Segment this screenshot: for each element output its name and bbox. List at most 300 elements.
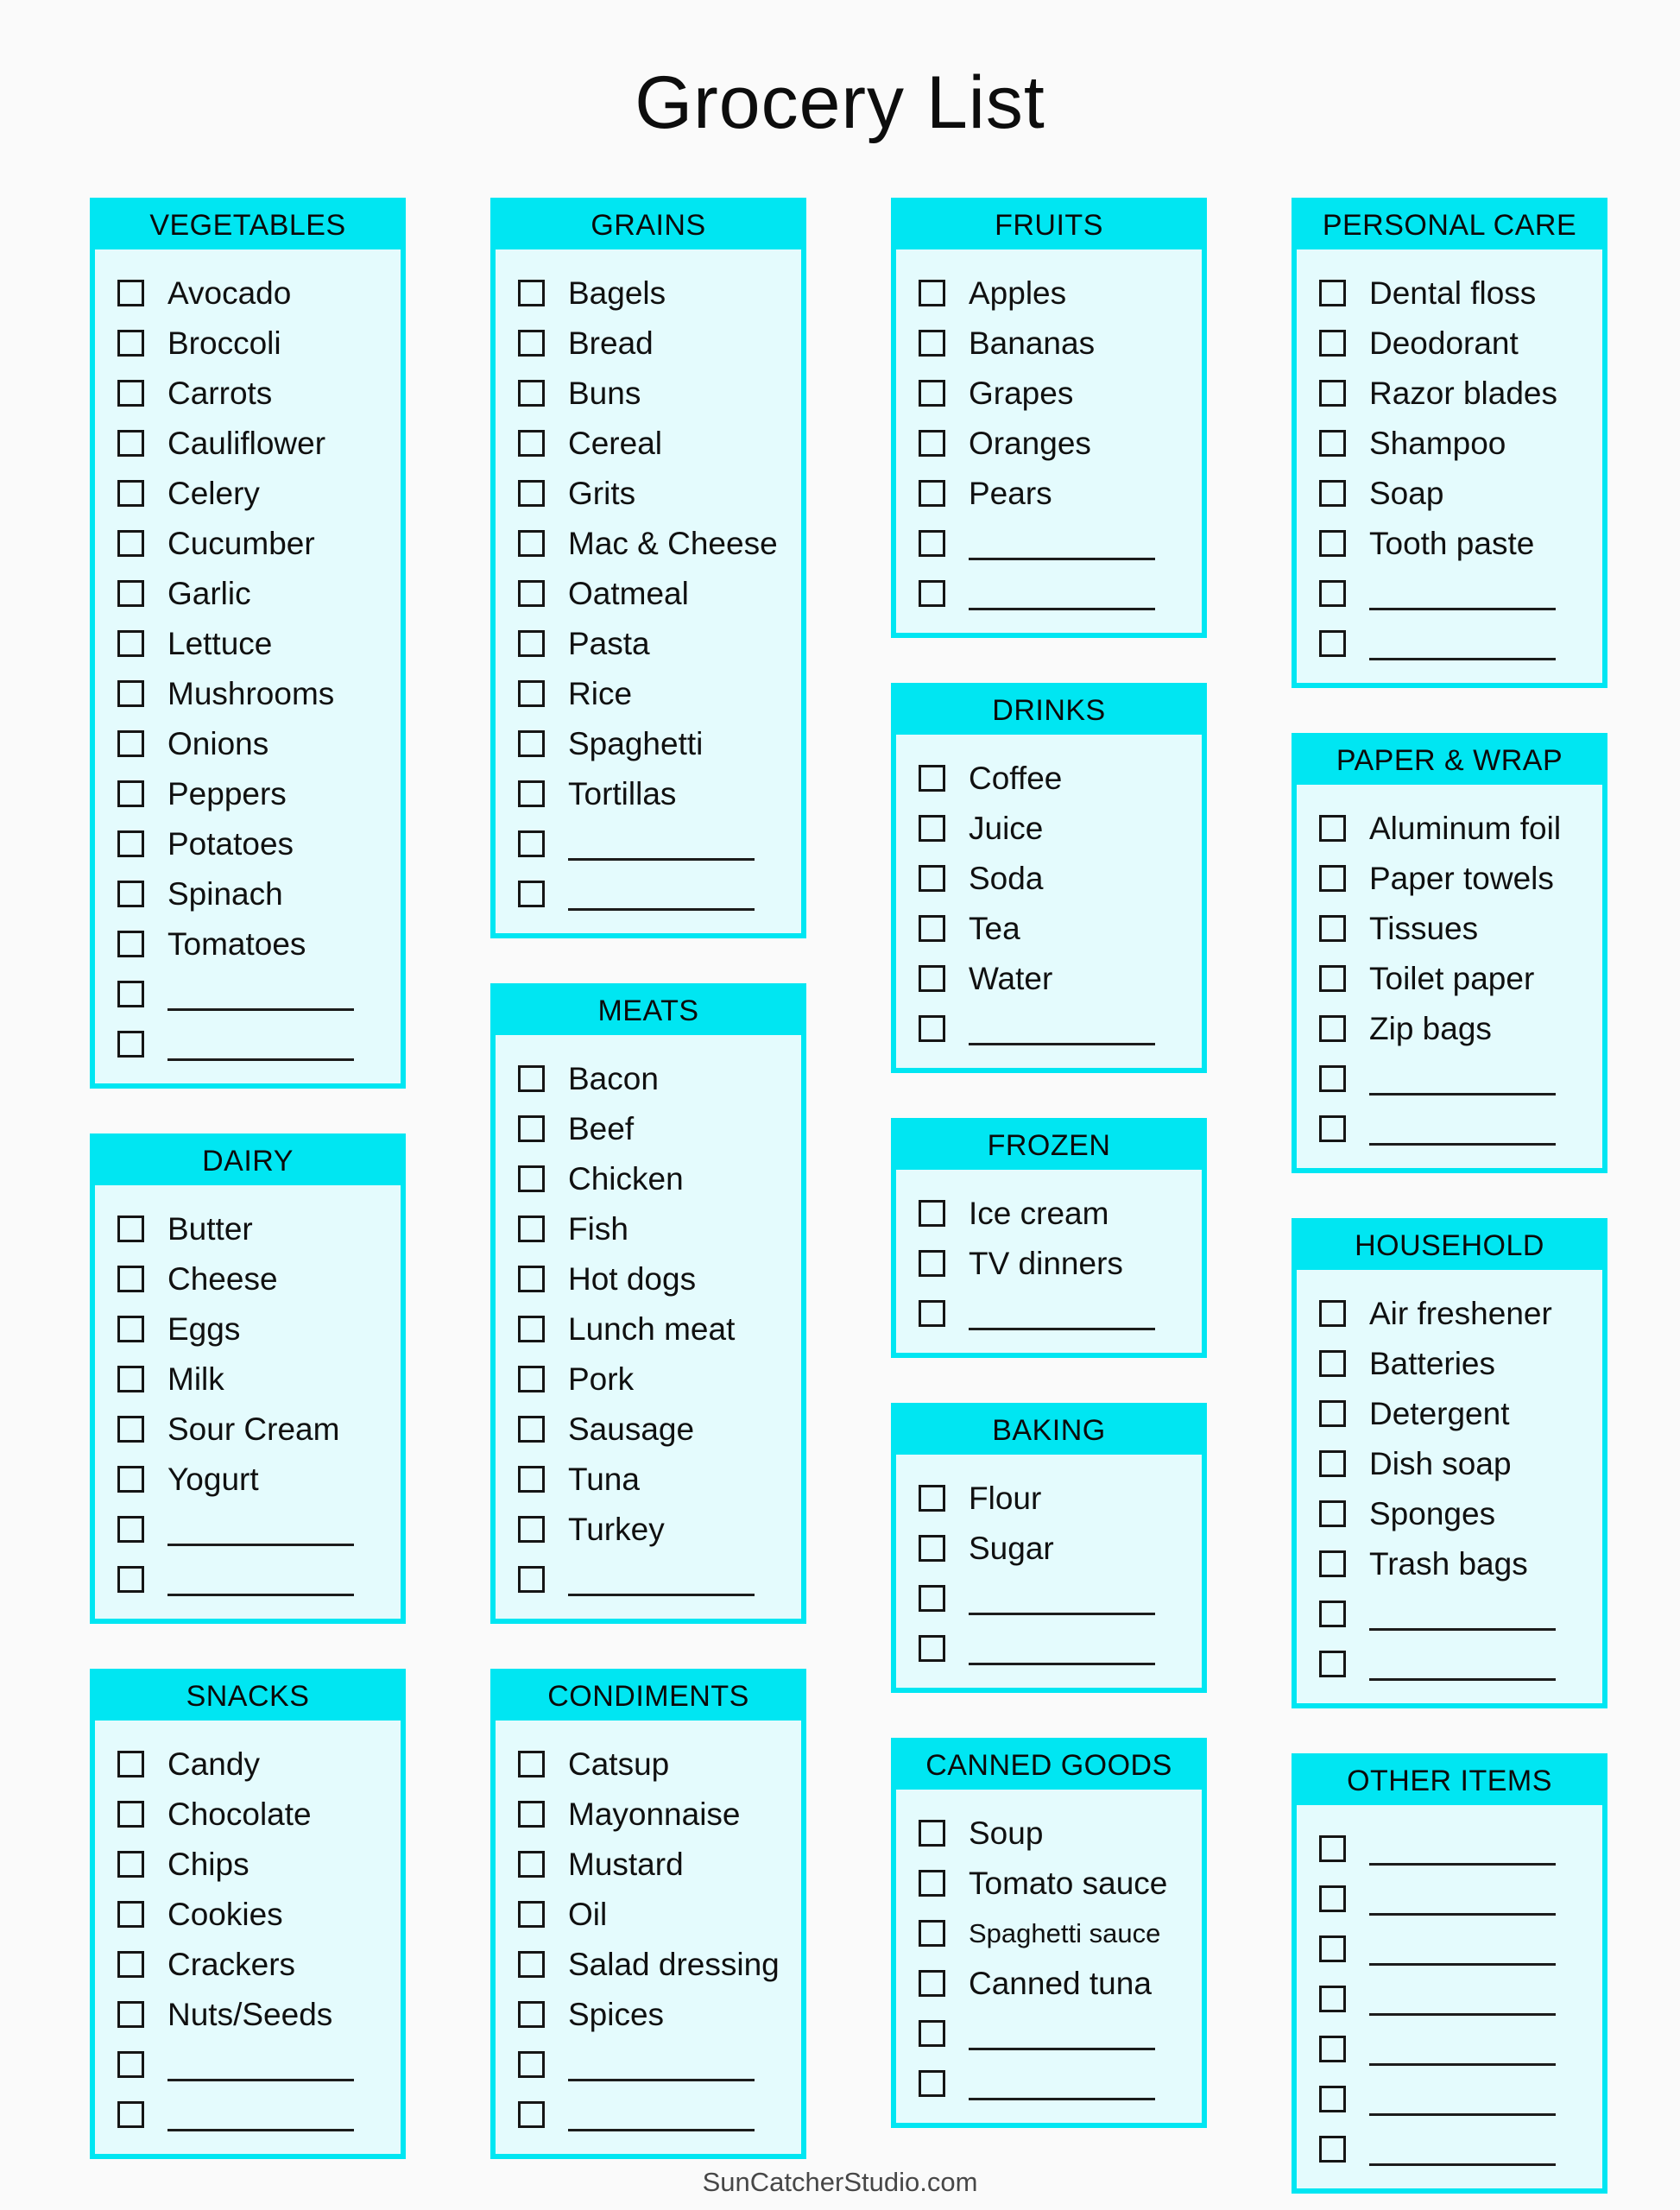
- item-checkbox[interactable]: [518, 480, 545, 507]
- item-checkbox[interactable]: [1319, 1350, 1346, 1377]
- blank-list-item: [919, 1624, 1179, 1674]
- blank-write-in-line[interactable]: [167, 1544, 354, 1546]
- item-label: Lunch meat: [568, 1311, 736, 1348]
- list-item: [1319, 519, 1580, 569]
- item-checkbox[interactable]: [919, 380, 945, 407]
- blank-write-in-line[interactable]: [1369, 1628, 1556, 1631]
- list-item: [518, 719, 779, 769]
- item-checkbox[interactable]: [518, 630, 545, 657]
- category-box-meats: [490, 983, 806, 1624]
- item-checkbox[interactable]: [1319, 1935, 1346, 1962]
- category-body: [896, 735, 1202, 1068]
- list-item: [1319, 1289, 1580, 1339]
- item-checkbox[interactable]: [117, 1466, 144, 1493]
- item-label: Chips: [167, 1847, 249, 1883]
- item-checkbox[interactable]: [919, 2020, 945, 2047]
- category-box-other-items: [1292, 1753, 1607, 2194]
- list-item: [919, 854, 1179, 904]
- category-header-fruits: FRUITS: [896, 203, 1202, 249]
- item-checkbox[interactable]: [1319, 480, 1346, 507]
- list-item: [1319, 1389, 1580, 1439]
- column-3: [891, 198, 1207, 2128]
- item-label: Grapes: [969, 376, 1074, 412]
- item-checkbox[interactable]: [919, 1200, 945, 1227]
- item-checkbox[interactable]: [518, 2051, 545, 2078]
- item-checkbox[interactable]: [518, 830, 545, 857]
- item-checkbox[interactable]: [518, 1065, 545, 1092]
- item-checkbox[interactable]: [518, 881, 545, 907]
- item-checkbox[interactable]: [919, 1585, 945, 1612]
- item-label: Salad dressing: [568, 1947, 780, 1983]
- item-checkbox[interactable]: [1319, 2086, 1346, 2112]
- category-box-fruits: [891, 198, 1207, 638]
- item-checkbox[interactable]: [117, 1366, 144, 1392]
- list-item: [518, 1455, 779, 1505]
- blank-write-in-line[interactable]: [1369, 608, 1556, 610]
- item-checkbox[interactable]: [919, 815, 945, 842]
- item-checkbox[interactable]: [1319, 2136, 1346, 2163]
- item-label: Fish: [568, 1211, 628, 1247]
- blank-list-item: [117, 969, 378, 1020]
- item-checkbox[interactable]: [518, 1566, 545, 1593]
- item-checkbox[interactable]: [1319, 430, 1346, 457]
- item-label: Broccoli: [167, 325, 281, 362]
- item-checkbox[interactable]: [1319, 1500, 1346, 1527]
- blank-list-item: [117, 1555, 378, 1605]
- blank-write-in-line[interactable]: [1369, 1963, 1556, 1966]
- item-checkbox[interactable]: [1319, 630, 1346, 657]
- list-item: [117, 1890, 378, 1940]
- item-checkbox[interactable]: [919, 280, 945, 306]
- item-checkbox[interactable]: [117, 280, 144, 306]
- item-label: Eggs: [167, 1311, 241, 1348]
- list-item: [518, 319, 779, 369]
- list-item: [919, 1859, 1179, 1909]
- item-checkbox[interactable]: [1319, 280, 1346, 306]
- column-2: [490, 198, 806, 2159]
- list-item: [919, 904, 1179, 954]
- category-header-grains: GRAINS: [496, 203, 801, 249]
- item-checkbox[interactable]: [919, 580, 945, 607]
- item-label: Mushrooms: [167, 676, 335, 712]
- item-checkbox[interactable]: [518, 1366, 545, 1392]
- item-checkbox[interactable]: [919, 1920, 945, 1947]
- item-label: Avocado: [167, 275, 292, 312]
- item-label: Tea: [969, 911, 1020, 947]
- item-label: Mustard: [568, 1847, 684, 1883]
- blank-list-item: [117, 2040, 378, 2090]
- item-checkbox[interactable]: [919, 2070, 945, 2097]
- item-checkbox[interactable]: [518, 380, 545, 407]
- item-label: Juice: [969, 811, 1044, 847]
- item-checkbox[interactable]: [919, 1485, 945, 1512]
- item-label: Grits: [568, 476, 636, 512]
- item-label: Hot dogs: [568, 1261, 697, 1298]
- category-box-snacks: [90, 1669, 406, 2159]
- list-item: [1319, 804, 1580, 854]
- item-checkbox[interactable]: [518, 1466, 545, 1493]
- blank-list-item: [919, 569, 1179, 619]
- item-label: Onions: [167, 726, 269, 762]
- category-header-canned-goods: CANNED GOODS: [896, 1743, 1202, 1790]
- item-label: Beef: [568, 1111, 635, 1147]
- category-box-grains: [490, 198, 806, 938]
- list-item: [919, 1239, 1179, 1289]
- category-body: [496, 1035, 801, 1619]
- item-checkbox[interactable]: [117, 530, 144, 557]
- item-checkbox[interactable]: [919, 1635, 945, 1662]
- blank-write-in-line[interactable]: [1369, 2113, 1556, 2116]
- item-checkbox[interactable]: [1319, 1885, 1346, 1912]
- list-item: [518, 1990, 779, 2040]
- item-checkbox[interactable]: [117, 1316, 144, 1342]
- column-1: [90, 198, 406, 2159]
- item-checkbox[interactable]: [919, 765, 945, 792]
- list-item: [1319, 369, 1580, 419]
- item-label: Spaghetti: [568, 726, 704, 762]
- blank-write-in-line[interactable]: [1369, 1143, 1556, 1146]
- item-checkbox[interactable]: [1319, 1400, 1346, 1427]
- blank-write-in-line[interactable]: [969, 1613, 1155, 1615]
- blank-list-item: [919, 519, 1179, 569]
- item-label: Apples: [969, 275, 1067, 312]
- category-header-vegetables: VEGETABLES: [95, 203, 401, 249]
- blank-write-in-line[interactable]: [568, 2129, 755, 2131]
- item-checkbox[interactable]: [117, 1566, 144, 1593]
- item-checkbox[interactable]: [117, 580, 144, 607]
- item-label: Flour: [969, 1481, 1042, 1517]
- list-item: [919, 1524, 1179, 1574]
- list-item: [919, 369, 1179, 419]
- blank-list-item: [1319, 619, 1580, 669]
- item-checkbox[interactable]: [919, 1870, 945, 1897]
- list-item: [518, 268, 779, 319]
- item-label: Tomatoes: [167, 926, 306, 963]
- blank-write-in-line[interactable]: [167, 1058, 354, 1061]
- item-checkbox[interactable]: [919, 1015, 945, 1042]
- item-checkbox[interactable]: [1319, 530, 1346, 557]
- list-item: [518, 1104, 779, 1154]
- item-checkbox[interactable]: [1319, 580, 1346, 607]
- item-checkbox[interactable]: [919, 430, 945, 457]
- blank-write-in-line[interactable]: [969, 558, 1155, 560]
- item-label: Ice cream: [969, 1196, 1109, 1232]
- item-checkbox[interactable]: [518, 1316, 545, 1342]
- item-checkbox[interactable]: [518, 330, 545, 357]
- item-label: Bread: [568, 325, 654, 362]
- list-item: [518, 669, 779, 719]
- item-label: Oatmeal: [568, 576, 689, 612]
- item-label: Crackers: [167, 1947, 296, 1983]
- category-columns: [0, 144, 1680, 2194]
- item-checkbox[interactable]: [117, 830, 144, 857]
- list-item: [117, 1840, 378, 1890]
- list-item: [1319, 268, 1580, 319]
- item-checkbox[interactable]: [919, 530, 945, 557]
- blank-write-in-line[interactable]: [167, 1594, 354, 1596]
- item-checkbox[interactable]: [919, 865, 945, 892]
- blank-write-in-line[interactable]: [969, 1043, 1155, 1045]
- item-checkbox[interactable]: [518, 1115, 545, 1142]
- item-checkbox[interactable]: [117, 1901, 144, 1928]
- item-checkbox[interactable]: [1319, 380, 1346, 407]
- list-item: [518, 1840, 779, 1890]
- list-item: [117, 369, 378, 419]
- list-item: [1319, 1439, 1580, 1489]
- item-checkbox[interactable]: [518, 730, 545, 757]
- blank-write-in-line[interactable]: [568, 2079, 755, 2081]
- list-item: [919, 419, 1179, 469]
- category-body: [1297, 785, 1602, 1168]
- item-checkbox[interactable]: [1319, 1601, 1346, 1627]
- list-item: [919, 1959, 1179, 2009]
- category-body: [1297, 1805, 1602, 2188]
- item-checkbox[interactable]: [518, 1516, 545, 1543]
- item-label: Mac & Cheese: [568, 526, 778, 562]
- blank-list-item: [1319, 1874, 1580, 1924]
- item-checkbox[interactable]: [1319, 1065, 1346, 1092]
- item-checkbox[interactable]: [117, 1031, 144, 1058]
- item-label: Buns: [568, 376, 641, 412]
- item-label: Canned tuna: [969, 1966, 1152, 2002]
- item-label: Candy: [167, 1746, 260, 1783]
- item-checkbox[interactable]: [117, 480, 144, 507]
- item-checkbox[interactable]: [518, 580, 545, 607]
- item-checkbox[interactable]: [919, 1535, 945, 1562]
- category-body: [1297, 1270, 1602, 1703]
- item-label: Bagels: [568, 275, 666, 312]
- item-checkbox[interactable]: [919, 1250, 945, 1277]
- item-checkbox[interactable]: [518, 1951, 545, 1978]
- item-label: Garlic: [167, 576, 251, 612]
- list-item: [117, 919, 378, 969]
- list-item: [1319, 419, 1580, 469]
- list-item: [117, 869, 378, 919]
- category-body: [896, 1170, 1202, 1353]
- category-header-frozen: FROZEN: [896, 1123, 1202, 1170]
- item-checkbox[interactable]: [919, 965, 945, 992]
- blank-write-in-line[interactable]: [1369, 1678, 1556, 1681]
- item-checkbox[interactable]: [518, 2001, 545, 2028]
- item-label: Spices: [568, 1997, 665, 2033]
- blank-write-in-line[interactable]: [167, 1008, 354, 1011]
- category-body: [1297, 249, 1602, 683]
- blank-write-in-line[interactable]: [1369, 1913, 1556, 1916]
- category-header-household: HOUSEHOLD: [1297, 1223, 1602, 1270]
- list-item: [919, 1474, 1179, 1524]
- item-checkbox[interactable]: [919, 1820, 945, 1847]
- category-body: [896, 249, 1202, 633]
- item-checkbox[interactable]: [117, 2001, 144, 2028]
- list-item: [1319, 319, 1580, 369]
- item-checkbox[interactable]: [518, 1165, 545, 1192]
- item-checkbox[interactable]: [518, 280, 545, 306]
- category-body: [95, 249, 401, 1083]
- blank-list-item: [1319, 1589, 1580, 1639]
- item-checkbox[interactable]: [1319, 1550, 1346, 1577]
- item-checkbox[interactable]: [1319, 1015, 1346, 1042]
- item-checkbox[interactable]: [117, 430, 144, 457]
- item-checkbox[interactable]: [117, 981, 144, 1007]
- blank-write-in-line[interactable]: [969, 2098, 1155, 2100]
- item-checkbox[interactable]: [518, 1416, 545, 1443]
- item-checkbox[interactable]: [1319, 1651, 1346, 1677]
- item-label: Butter: [167, 1211, 253, 1247]
- category-box-drinks: [891, 683, 1207, 1073]
- category-box-vegetables: [90, 198, 406, 1089]
- blank-write-in-line[interactable]: [969, 1328, 1155, 1330]
- list-item: [117, 469, 378, 519]
- item-checkbox[interactable]: [117, 1751, 144, 1777]
- category-header-baking: BAKING: [896, 1408, 1202, 1455]
- blank-write-in-line[interactable]: [1369, 1863, 1556, 1866]
- list-item: [117, 268, 378, 319]
- item-checkbox[interactable]: [919, 1970, 945, 1997]
- blank-list-item: [1319, 1104, 1580, 1154]
- item-checkbox[interactable]: [117, 1266, 144, 1292]
- item-checkbox[interactable]: [117, 780, 144, 807]
- item-checkbox[interactable]: [117, 931, 144, 957]
- category-header-snacks: SNACKS: [95, 1674, 401, 1721]
- item-checkbox[interactable]: [1319, 1450, 1346, 1477]
- item-checkbox[interactable]: [518, 1901, 545, 1928]
- list-item: [117, 319, 378, 369]
- blank-write-in-line[interactable]: [1369, 2013, 1556, 2016]
- item-checkbox[interactable]: [1319, 1986, 1346, 2012]
- category-box-paper-wrap: [1292, 733, 1607, 1173]
- blank-list-item: [1319, 1639, 1580, 1689]
- item-checkbox[interactable]: [117, 1801, 144, 1828]
- item-label: Peppers: [167, 776, 287, 812]
- blank-write-in-line[interactable]: [568, 1594, 755, 1596]
- item-label: Sausage: [568, 1411, 695, 1448]
- item-checkbox[interactable]: [1319, 2036, 1346, 2062]
- item-checkbox[interactable]: [117, 1216, 144, 1242]
- category-header-drinks: DRINKS: [896, 688, 1202, 735]
- blank-list-item: [117, 2090, 378, 2140]
- item-checkbox[interactable]: [518, 1801, 545, 1828]
- item-checkbox[interactable]: [117, 380, 144, 407]
- blank-list-item: [919, 1574, 1179, 1624]
- item-checkbox[interactable]: [117, 680, 144, 707]
- page-title: Grocery List: [635, 61, 1045, 144]
- item-label: Tuna: [568, 1462, 640, 1498]
- item-checkbox[interactable]: [518, 430, 545, 457]
- item-checkbox[interactable]: [518, 680, 545, 707]
- list-item: [518, 1940, 779, 1990]
- list-item: [1319, 1489, 1580, 1539]
- item-checkbox[interactable]: [518, 780, 545, 807]
- blank-write-in-line[interactable]: [1369, 1093, 1556, 1096]
- blank-list-item: [1319, 2074, 1580, 2125]
- list-item: [117, 1405, 378, 1455]
- blank-write-in-line[interactable]: [568, 908, 755, 911]
- list-item: [117, 1740, 378, 1790]
- blank-list-item: [518, 869, 779, 919]
- item-checkbox[interactable]: [919, 330, 945, 357]
- blank-write-in-line[interactable]: [969, 608, 1155, 610]
- item-label: Cauliflower: [167, 426, 326, 462]
- item-checkbox[interactable]: [117, 2051, 144, 2078]
- category-body: [496, 249, 801, 933]
- item-checkbox[interactable]: [1319, 815, 1346, 842]
- item-label: Deodorant: [1369, 325, 1519, 362]
- item-checkbox[interactable]: [919, 915, 945, 942]
- blank-write-in-line[interactable]: [1369, 2063, 1556, 2066]
- item-checkbox[interactable]: [117, 630, 144, 657]
- list-item: [1319, 904, 1580, 954]
- item-checkbox[interactable]: [1319, 1115, 1346, 1142]
- category-box-condiments: [490, 1669, 806, 2159]
- list-item: [518, 469, 779, 519]
- item-checkbox[interactable]: [117, 2101, 144, 2128]
- blank-write-in-line[interactable]: [167, 2079, 354, 2081]
- blank-write-in-line[interactable]: [1369, 2163, 1556, 2166]
- item-checkbox[interactable]: [1319, 1300, 1346, 1327]
- list-item: [518, 1354, 779, 1405]
- item-checkbox[interactable]: [117, 1851, 144, 1878]
- blank-write-in-line[interactable]: [969, 2048, 1155, 2050]
- item-checkbox[interactable]: [1319, 865, 1346, 892]
- list-item: [1319, 854, 1580, 904]
- list-item: [518, 1154, 779, 1204]
- item-checkbox[interactable]: [1319, 1835, 1346, 1862]
- list-item: [919, 319, 1179, 369]
- item-label: Pears: [969, 476, 1052, 512]
- category-box-household: [1292, 1218, 1607, 1708]
- category-box-dairy: [90, 1133, 406, 1624]
- blank-write-in-line[interactable]: [568, 858, 755, 861]
- item-checkbox[interactable]: [518, 1851, 545, 1878]
- list-item: [117, 519, 378, 569]
- item-checkbox[interactable]: [1319, 915, 1346, 942]
- blank-write-in-line[interactable]: [1369, 658, 1556, 660]
- item-checkbox[interactable]: [518, 530, 545, 557]
- item-checkbox[interactable]: [117, 730, 144, 757]
- item-checkbox[interactable]: [919, 1300, 945, 1327]
- item-label: Pork: [568, 1361, 635, 1398]
- list-item: [518, 1740, 779, 1790]
- blank-write-in-line[interactable]: [167, 2129, 354, 2131]
- item-checkbox[interactable]: [518, 1266, 545, 1292]
- item-label: Tooth paste: [1369, 526, 1535, 562]
- item-checkbox[interactable]: [117, 1416, 144, 1443]
- item-label: Tortillas: [568, 776, 677, 812]
- list-item: [518, 569, 779, 619]
- item-label: Bananas: [969, 325, 1096, 362]
- blank-list-item: [518, 1555, 779, 1605]
- item-checkbox[interactable]: [518, 2101, 545, 2128]
- item-label: Rice: [568, 676, 633, 712]
- item-checkbox[interactable]: [117, 1516, 144, 1543]
- item-checkbox[interactable]: [117, 330, 144, 357]
- item-label: Spaghetti sauce: [969, 1918, 1161, 1949]
- item-checkbox[interactable]: [919, 480, 945, 507]
- blank-write-in-line[interactable]: [969, 1663, 1155, 1665]
- blank-list-item: [1319, 1054, 1580, 1104]
- list-item: [117, 769, 378, 819]
- item-label: Sugar: [969, 1531, 1054, 1567]
- item-checkbox[interactable]: [518, 1751, 545, 1777]
- item-checkbox[interactable]: [1319, 330, 1346, 357]
- item-label: Tissues: [1369, 911, 1479, 947]
- list-item: [1319, 1339, 1580, 1389]
- item-label: Nuts/Seeds: [167, 1997, 333, 2033]
- item-checkbox[interactable]: [117, 1951, 144, 1978]
- item-checkbox[interactable]: [518, 1216, 545, 1242]
- item-checkbox[interactable]: [117, 881, 144, 907]
- item-checkbox[interactable]: [1319, 965, 1346, 992]
